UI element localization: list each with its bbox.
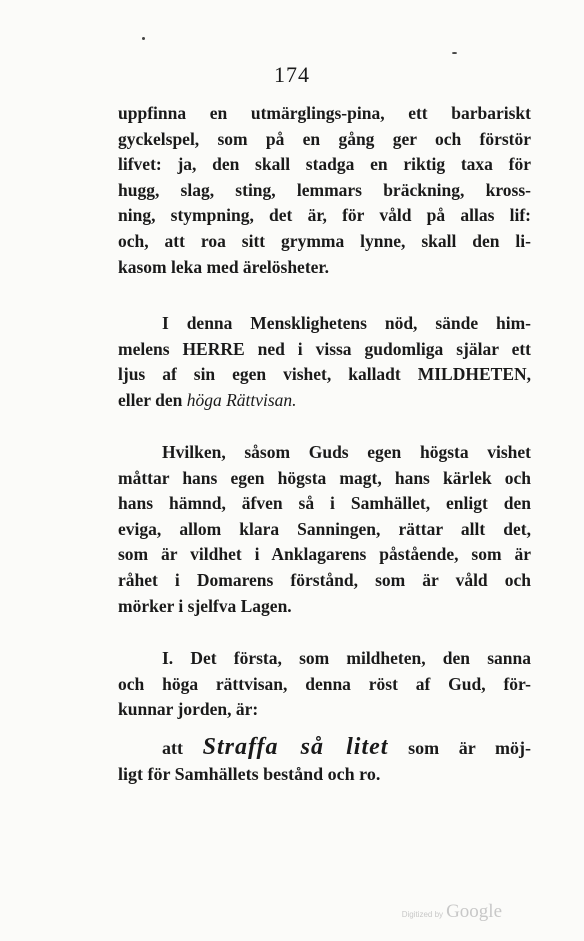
text-line: eviga, allom klara Sanningen, rättar allt det, xyxy=(118,518,531,539)
text-line: kasom leka med ärelösheter. xyxy=(118,256,329,277)
scan-speck xyxy=(452,52,457,54)
text-line xyxy=(118,388,531,414)
text-line: lifvet: ja, den skall stadga en riktig taxa för xyxy=(118,154,531,175)
emphasized-phrase: Straffa så litet xyxy=(202,734,389,760)
paragraph-2 xyxy=(118,311,531,413)
italic-phrase: höga Rättvisan. xyxy=(186,389,297,410)
text-line xyxy=(118,735,531,762)
text-line: råhet i Domarens förstånd, som är våld och xyxy=(118,569,531,590)
text-line: ning, stympning, det är, för våld på allas lif: xyxy=(118,205,531,226)
paragraph-4 xyxy=(118,646,531,723)
google-watermark xyxy=(402,901,502,923)
text-line: hugg, slag, sting, lemmars bräckning, kross- xyxy=(118,179,531,200)
text-line: måttar hans egen högsta magt, hans kärlek och xyxy=(118,467,531,488)
paragraph-1 xyxy=(118,101,531,280)
text-line: Hvilken, såsom Guds egen högsta vishet xyxy=(162,442,531,462)
text-line: I. Det första, som mildheten, den sanna xyxy=(162,648,531,668)
text-line: som är vildhet i Anklagarens påstående, som är xyxy=(118,544,531,565)
text-line: I denna Mensklighetens nöd, sände him- xyxy=(162,313,531,333)
text-line: gyckelspel, som på en gång ger och förstör xyxy=(118,128,531,149)
watermark-brand: Google xyxy=(446,901,502,922)
text-line: och höga rättvisan, denna röst af Gud, för- xyxy=(118,673,531,694)
scan-speck xyxy=(142,37,145,40)
watermark-digitized-label: Digitized by xyxy=(401,910,444,919)
text-line: kunnar jorden, är: xyxy=(118,699,259,720)
text-line: mörker i sjelfva Lagen. xyxy=(118,595,292,616)
text-line: uppfinna en utmärglings-pina, ett barbariskt xyxy=(118,103,531,123)
text-line: ligt för Samhällets bestånd och ro. xyxy=(118,763,381,784)
text-fragment: att xyxy=(162,738,203,758)
text-line: och, att roa sitt grymma lynne, skall den li- xyxy=(118,230,531,251)
text-line: hans hämnd, äfven så i Samhället, enligt den xyxy=(118,493,531,514)
text-line: melens HERRE ned i vissa gudomliga själar ett xyxy=(118,338,531,359)
paragraph-5 xyxy=(118,735,531,787)
page-number: 174 xyxy=(274,62,310,87)
text-fragment: eller den xyxy=(118,389,187,410)
text-line: ljus af sin egen vishet, kalladt MILDHETEN, xyxy=(118,364,531,385)
text-fragment: som är möj- xyxy=(388,738,531,758)
paragraph-3 xyxy=(118,440,531,619)
